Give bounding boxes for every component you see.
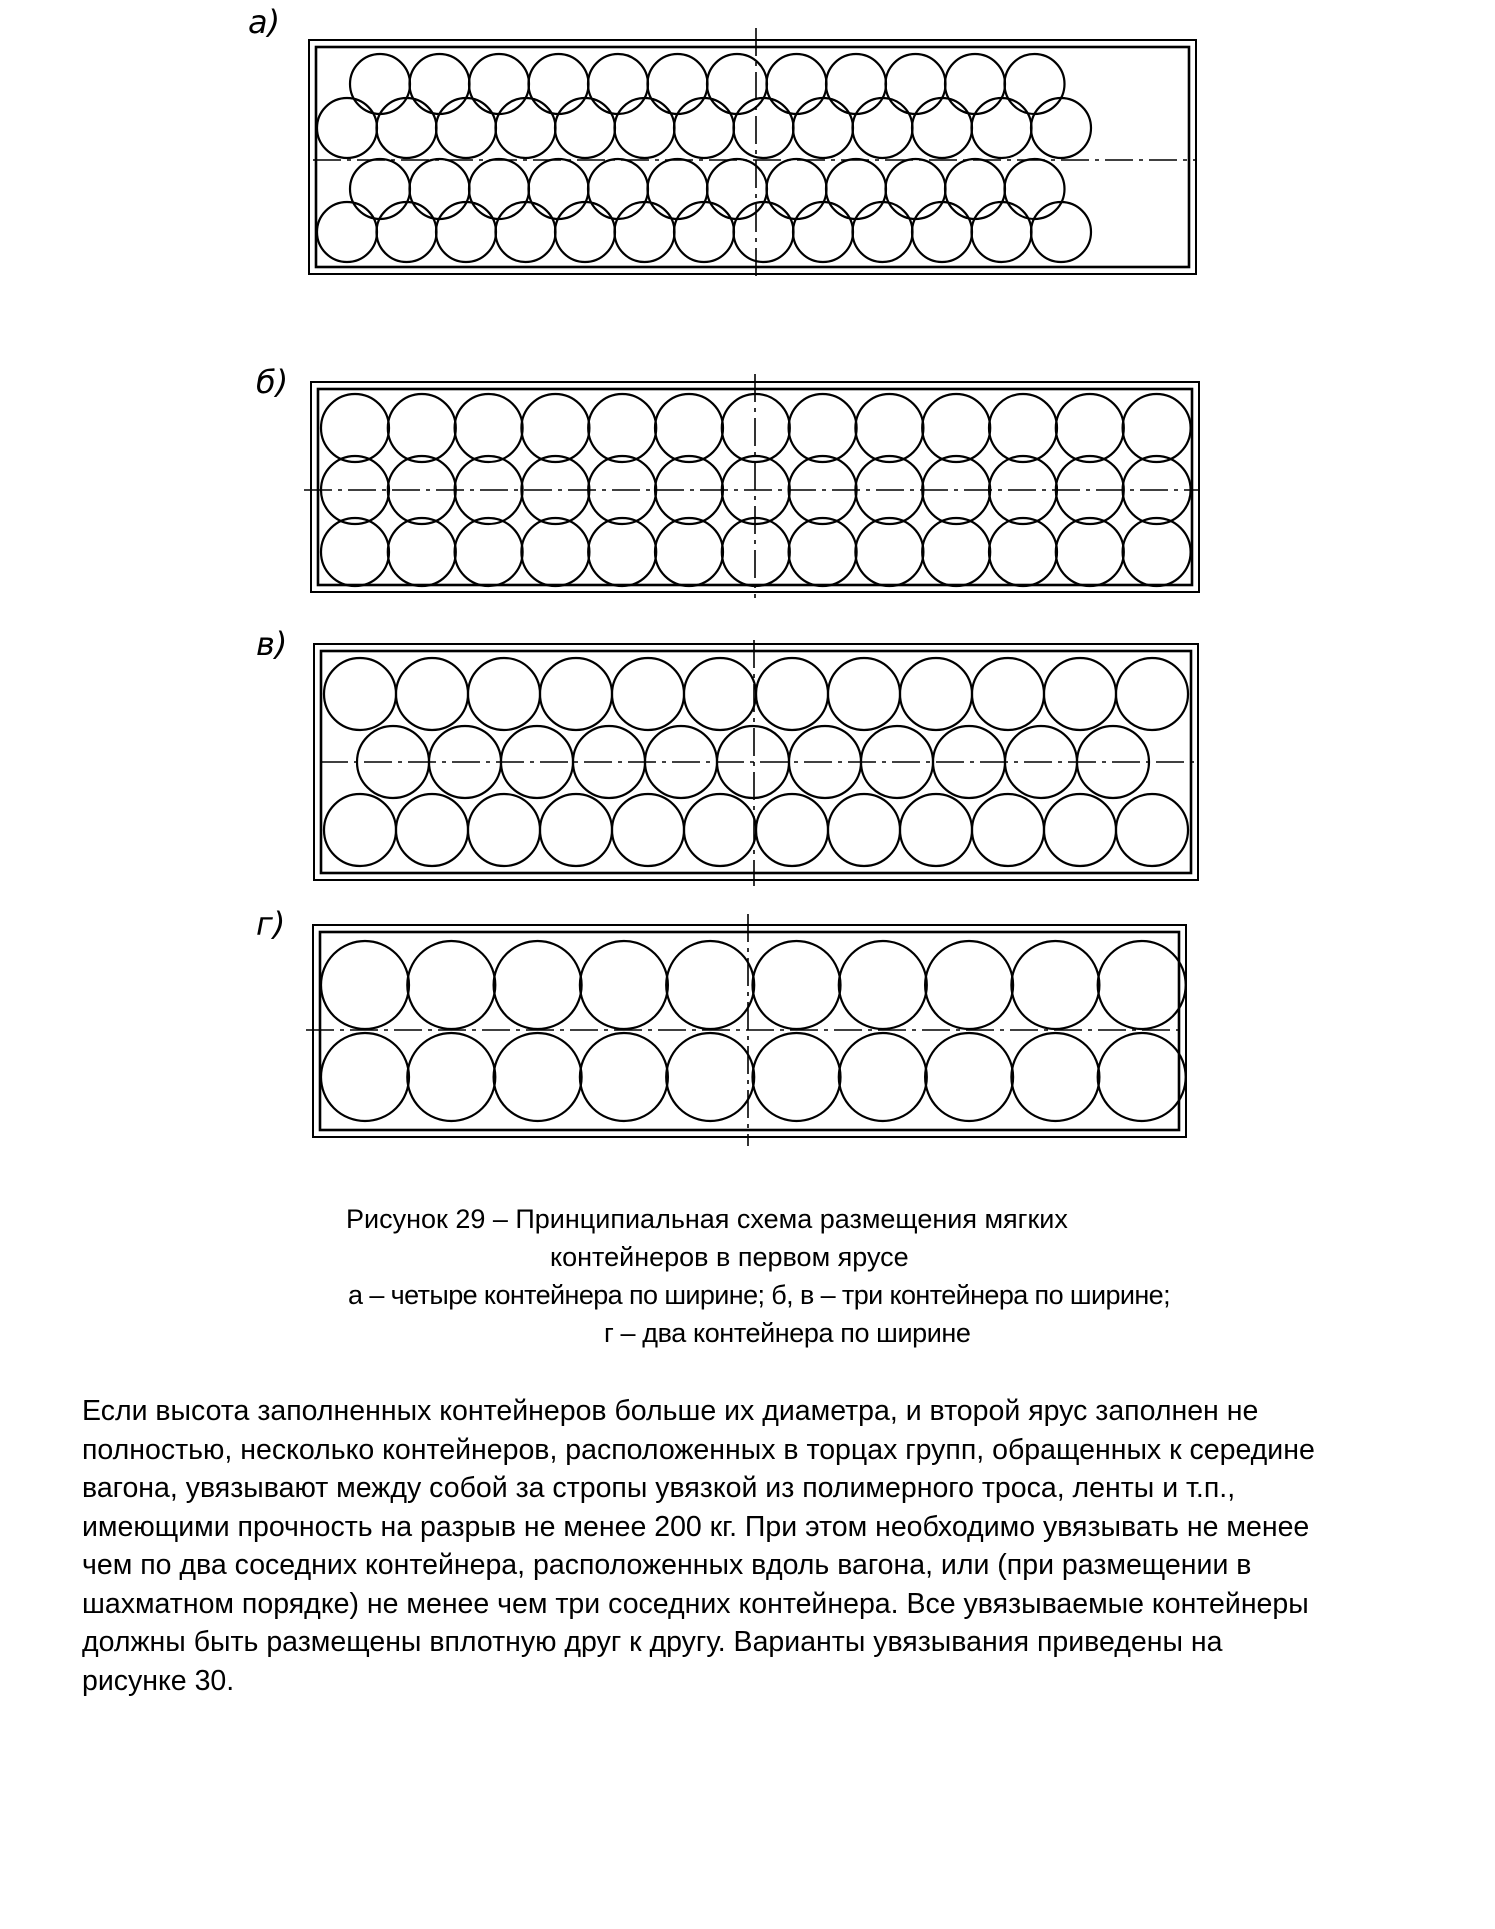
container-circle-v xyxy=(324,794,396,866)
container-circle-g xyxy=(839,1033,927,1121)
container-circle-a xyxy=(886,54,946,114)
body-paragraph xyxy=(82,1392,1422,1700)
container-circle-a xyxy=(1005,159,1065,219)
container-circle-a xyxy=(853,98,913,158)
container-circle-a xyxy=(826,159,886,219)
container-circle-b xyxy=(989,394,1057,462)
container-circle-b xyxy=(321,518,389,586)
container-circle-a xyxy=(436,202,496,262)
container-circle-b xyxy=(1123,518,1191,586)
container-circle-a xyxy=(469,54,529,114)
container-circle-a xyxy=(555,98,615,158)
container-circle-v xyxy=(1116,658,1188,730)
container-circle-g xyxy=(494,941,582,1029)
paragraph-line: Если высота заполненных контейнеров больше их диаметра, и второй ярус заполнен не xyxy=(82,1395,1259,1427)
container-circle-a xyxy=(912,98,972,158)
container-circle-a xyxy=(615,202,675,262)
container-circle-a xyxy=(648,159,708,219)
container-circle-v xyxy=(972,794,1044,866)
container-circle-a xyxy=(350,159,410,219)
container-circle-a xyxy=(436,98,496,158)
caption-line-4: г – два контейнера по ширине xyxy=(604,1318,971,1348)
container-circle-a xyxy=(793,202,853,262)
wagon-inner-frame-g xyxy=(320,932,1179,1130)
diagram-label-b: б) xyxy=(256,363,289,401)
container-circle-b xyxy=(455,394,523,462)
container-circle-a xyxy=(945,54,1005,114)
container-circle-g xyxy=(580,941,668,1029)
paragraph-line: полностью, несколько контейнеров, расположенных в торцах групп, обращенных к середине xyxy=(82,1433,1315,1466)
container-circle-v xyxy=(684,794,756,866)
container-circle-v xyxy=(900,794,972,866)
container-circle-a xyxy=(972,202,1032,262)
container-circle-g xyxy=(407,941,495,1029)
container-circle-g xyxy=(1098,941,1186,1029)
container-circle-g xyxy=(321,1033,409,1121)
container-circle-v xyxy=(396,794,468,866)
container-circle-g xyxy=(407,1033,495,1121)
container-circle-b xyxy=(789,394,857,462)
container-circle-a xyxy=(317,98,377,158)
container-circle-v xyxy=(396,658,468,730)
container-circle-a xyxy=(886,159,946,219)
container-circle-a xyxy=(410,54,470,114)
container-circle-g xyxy=(925,941,1013,1029)
paragraph-line: должны быть размещены вплотную друг к другу. Варианты увязывания приведены на xyxy=(82,1626,1223,1658)
container-circle-b xyxy=(521,394,589,462)
container-circle-v xyxy=(972,658,1044,730)
container-circle-v xyxy=(1116,794,1188,866)
container-circle-a xyxy=(1031,98,1091,158)
container-circle-g xyxy=(839,941,927,1029)
container-circle-a xyxy=(377,202,437,262)
container-circle-v xyxy=(468,658,540,730)
container-circle-a xyxy=(1031,202,1091,262)
container-circle-v xyxy=(324,658,396,730)
caption-line-3: а – четыре контейнера по ширине; б, в – три контейнера по ширине; xyxy=(348,1280,1170,1310)
container-circle-g xyxy=(666,1033,754,1121)
container-circle-b xyxy=(1123,394,1191,462)
container-circle-a xyxy=(945,159,1005,219)
container-circle-b xyxy=(789,518,857,586)
container-circle-g xyxy=(1098,1033,1186,1121)
container-circle-v xyxy=(684,658,756,730)
container-circle-b xyxy=(588,518,656,586)
container-circle-b xyxy=(855,518,923,586)
container-circle-v xyxy=(540,658,612,730)
container-circle-b xyxy=(321,394,389,462)
wagon-outer-frame-v xyxy=(314,644,1198,880)
container-circle-b xyxy=(588,394,656,462)
container-circle-v xyxy=(468,794,540,866)
container-circle-v xyxy=(612,794,684,866)
diagram-label-a: а) xyxy=(248,3,281,41)
container-circle-a xyxy=(350,54,410,114)
container-circle-b xyxy=(1056,518,1124,586)
container-circle-b xyxy=(455,518,523,586)
container-circle-a xyxy=(529,54,589,114)
container-circle-v xyxy=(1044,794,1116,866)
container-circle-g xyxy=(666,941,754,1029)
container-circle-v xyxy=(900,658,972,730)
container-circle-a xyxy=(767,54,827,114)
container-circle-a xyxy=(707,54,767,114)
container-circle-a xyxy=(496,202,556,262)
paragraph-line: шахматном порядке) не менее чем три соседних контейнера. Все увязываемые контейнеры xyxy=(82,1587,1309,1620)
container-circle-b xyxy=(655,394,723,462)
container-circle-g xyxy=(925,1033,1013,1121)
container-circle-v xyxy=(540,794,612,866)
container-circle-a xyxy=(1005,54,1065,114)
container-circle-a xyxy=(377,98,437,158)
container-circle-a xyxy=(734,202,794,262)
container-circle-a xyxy=(826,54,886,114)
container-circle-a xyxy=(707,159,767,219)
container-circle-v xyxy=(828,794,900,866)
container-circle-a xyxy=(588,159,648,219)
container-circle-a xyxy=(767,159,827,219)
paragraph-line: вагона, увязывают между собой за стропы увязкой из полимерного троса, ленты и т.п., xyxy=(82,1472,1236,1504)
container-circle-a xyxy=(648,54,708,114)
caption-line-2: контейнеров в первом ярусе xyxy=(550,1242,909,1272)
diagram-label-v: в) xyxy=(256,625,288,663)
container-circle-g xyxy=(494,1033,582,1121)
container-circle-a xyxy=(317,202,377,262)
container-circle-g xyxy=(1011,1033,1099,1121)
wagon-outer-frame-g xyxy=(313,925,1186,1137)
container-circle-g xyxy=(753,1033,841,1121)
container-circle-a xyxy=(555,202,615,262)
container-circle-v xyxy=(756,794,828,866)
container-circle-a xyxy=(912,202,972,262)
container-circle-g xyxy=(580,1033,668,1121)
container-circle-a xyxy=(734,98,794,158)
container-circle-a xyxy=(615,98,675,158)
container-circle-b xyxy=(388,394,456,462)
container-circle-a xyxy=(410,159,470,219)
diagram-label-g: г) xyxy=(256,905,286,943)
caption-line-1: Рисунок 29 – Принципиальная схема размещения мягких xyxy=(346,1204,1068,1234)
container-circle-b xyxy=(521,518,589,586)
container-circle-b xyxy=(655,518,723,586)
container-circle-a xyxy=(674,98,734,158)
container-circle-a xyxy=(588,54,648,114)
container-circle-b xyxy=(922,518,990,586)
container-circle-b xyxy=(855,394,923,462)
container-circle-a xyxy=(496,98,556,158)
container-circle-g xyxy=(321,941,409,1029)
container-circle-a xyxy=(529,159,589,219)
container-circle-b xyxy=(388,518,456,586)
container-circle-v xyxy=(756,658,828,730)
container-circle-b xyxy=(989,518,1057,586)
container-circle-a xyxy=(793,98,853,158)
container-circle-a xyxy=(674,202,734,262)
container-circle-v xyxy=(1044,658,1116,730)
container-circle-v xyxy=(612,658,684,730)
container-circle-b xyxy=(922,394,990,462)
container-circle-g xyxy=(1011,941,1099,1029)
container-circle-v xyxy=(828,658,900,730)
container-circle-a xyxy=(853,202,913,262)
container-circle-g xyxy=(753,941,841,1029)
paragraph-line: рисунке 30. xyxy=(82,1664,235,1697)
paragraph-line: имеющими прочность на разрыв не менее 200 кг. При этом необходимо увязывать не менее xyxy=(82,1510,1310,1543)
container-circle-a xyxy=(469,159,529,219)
paragraph-line: чем по два соседних контейнера, расположенных вдоль вагона, или (при размещении в xyxy=(82,1549,1252,1581)
container-circle-b xyxy=(1056,394,1124,462)
container-circle-a xyxy=(972,98,1032,158)
